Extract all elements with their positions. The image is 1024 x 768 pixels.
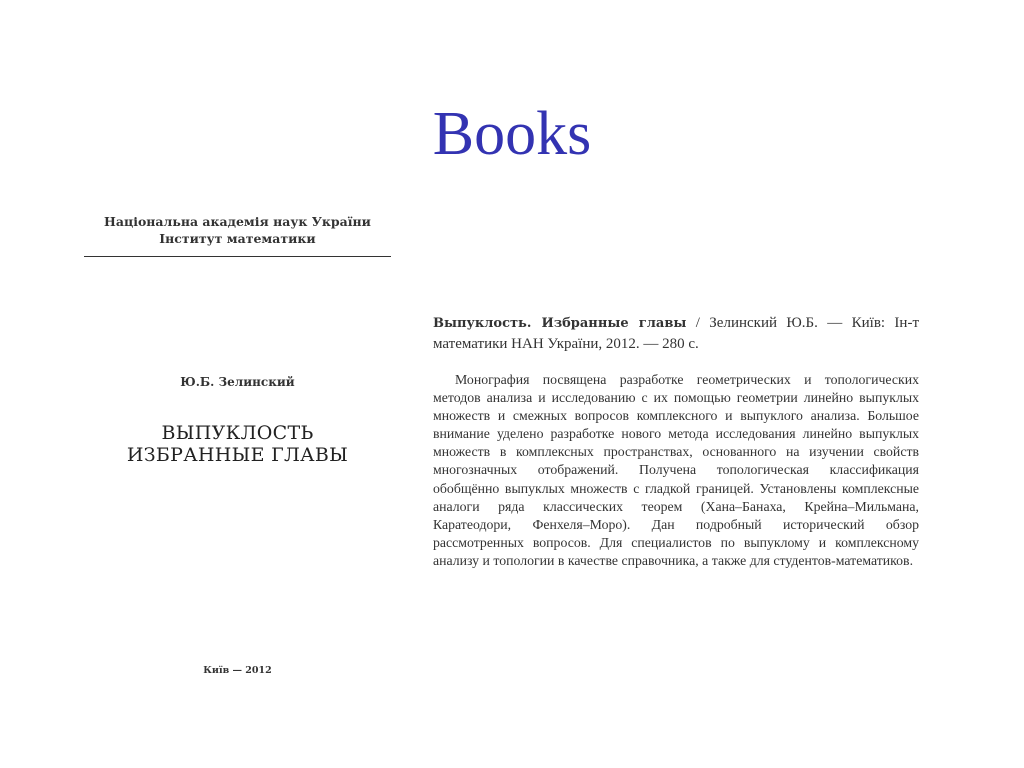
book-description: [433, 313, 919, 570]
cover-title-line-1: ВЫПУКЛОСТЬ: [161, 422, 314, 444]
book-summary: Монография посвящена разработке геометрических и топологических методов анализа и исследованию с их помощью геометрии линейно выпуклых множеств и смежных вопросов комплексного и выпуклого анализа. Большое внимание уделено разработке нового метода исследования линейно выпуклых множеств в комплексных пространствах, основанного на изучении свойств многозначных отображений. Получена топологическая классификация обобщённо выпуклых множеств с гладкой границей. Установлены комплексные аналоги ряда классических теорем (Хана–Банаха, Крейна–Мильмана, Каратеодори, Фенхеля–Моро). Дан подробный исторический обзор рассмотренных вопросов. Для специалистов по выпуклому и комплексному анализу и топологии в качестве справочника, а также для студентов-математиков.: [433, 372, 919, 568]
cover-divider: [84, 256, 391, 257]
cover-book-title: [84, 422, 391, 466]
cover-academy-name: Національна академія наук України: [104, 214, 371, 229]
cover-publisher: [84, 213, 391, 247]
cover-imprint: Київ — 2012: [203, 665, 272, 676]
cover-institute-name: Інститут математики: [159, 231, 316, 246]
cover-author: Ю.Б. Зелинский: [180, 375, 295, 389]
bibliographic-citation: [433, 313, 919, 354]
citation-book-title: Выпуклость. Избранные главы: [433, 316, 687, 331]
cover-title-line-2: ИЗБРАННЫЕ ГЛАВЫ: [126, 444, 349, 466]
slide-title: Books: [432, 100, 592, 168]
citation-details: / Зелинский Ю.Б. — Київ: Ін-т математики НАН України, 2012. — 280 с.: [433, 315, 920, 352]
book-cover: [84, 210, 391, 690]
